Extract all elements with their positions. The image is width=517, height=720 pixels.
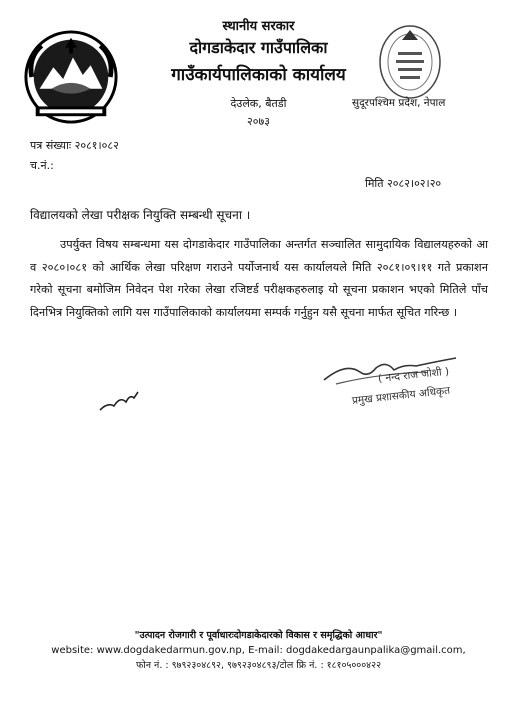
letter-date: मिति २०८२।०२।२० [365, 177, 442, 190]
footer-contact: website: www.dogdakedarmun.gov.np, E-mail: dogdakedargaunpalika@gmail.com, [51, 645, 466, 656]
header-province: सुदूरपश्चिम प्रदेश, नेपाल [352, 97, 446, 109]
header-municipality-name: दोगडाकेदार गाउँपालिका [189, 38, 328, 57]
letter-number: पत्र संख्याः २०८१।०८२ [30, 139, 119, 152]
header-year: २०७३ [247, 115, 270, 128]
header-location: देउलेक, बैतडी [230, 97, 287, 110]
letter-subject: विद्यालयको लेखा परीक्षक नियुक्ति सम्बन्धी सूचना । [30, 208, 251, 222]
footer-slogan: "उत्पादन रोजगारी र पूर्वाधारःदोगडाकेदारको विकास र समृद्धिको आधार" [134, 630, 383, 641]
signer-title: प्रमुख प्रशासकीय अधिकृत [351, 384, 451, 407]
signer-name: ( नन्द राज जोशी ) [377, 365, 450, 385]
initial-signature-icon [98, 388, 148, 414]
header-office-name: गाउँकार्यपालिकाको कार्यालय [171, 65, 346, 85]
letter-body: उपर्युक्त विषय सम्बन्धमा यस दोगडाकेदार गाउँपालिका अन्तर्गत सञ्चालित सामुदायिक विद्यालयहरुको आ व २०८०।०८१ को आर्थिक लेखा परिक्षण गराउने पर्योजनार्थ यस कार्यालयले मिति २०८१।०९।११ गते प्रकाशन गरेको सूचना बमोजिम निवेदन पेश गरेका लेखा रजिष्टर्ड परीक्षकहरुलाइ यो सूचना प्रकाशन भएको मितिले पाँच दिनभित्र नियुक्तिको लागि यस गाउँपालिकाको कार्यालयमा सम्पर्क गर्नुहुन यसै सूचना मार्फत सूचित गरिन्छ । [30, 238, 488, 319]
header-local-government: स्थानीय सरकार [222, 19, 295, 34]
footer-phones: फोन नं. : ९७९२३०४८९२, ९७९२३०४८९३/टोल फ्रि नं. : १८१०५०००४२२ [135, 660, 382, 671]
dispatch-number: च.नं.: [30, 159, 54, 172]
footer [0, 628, 517, 671]
